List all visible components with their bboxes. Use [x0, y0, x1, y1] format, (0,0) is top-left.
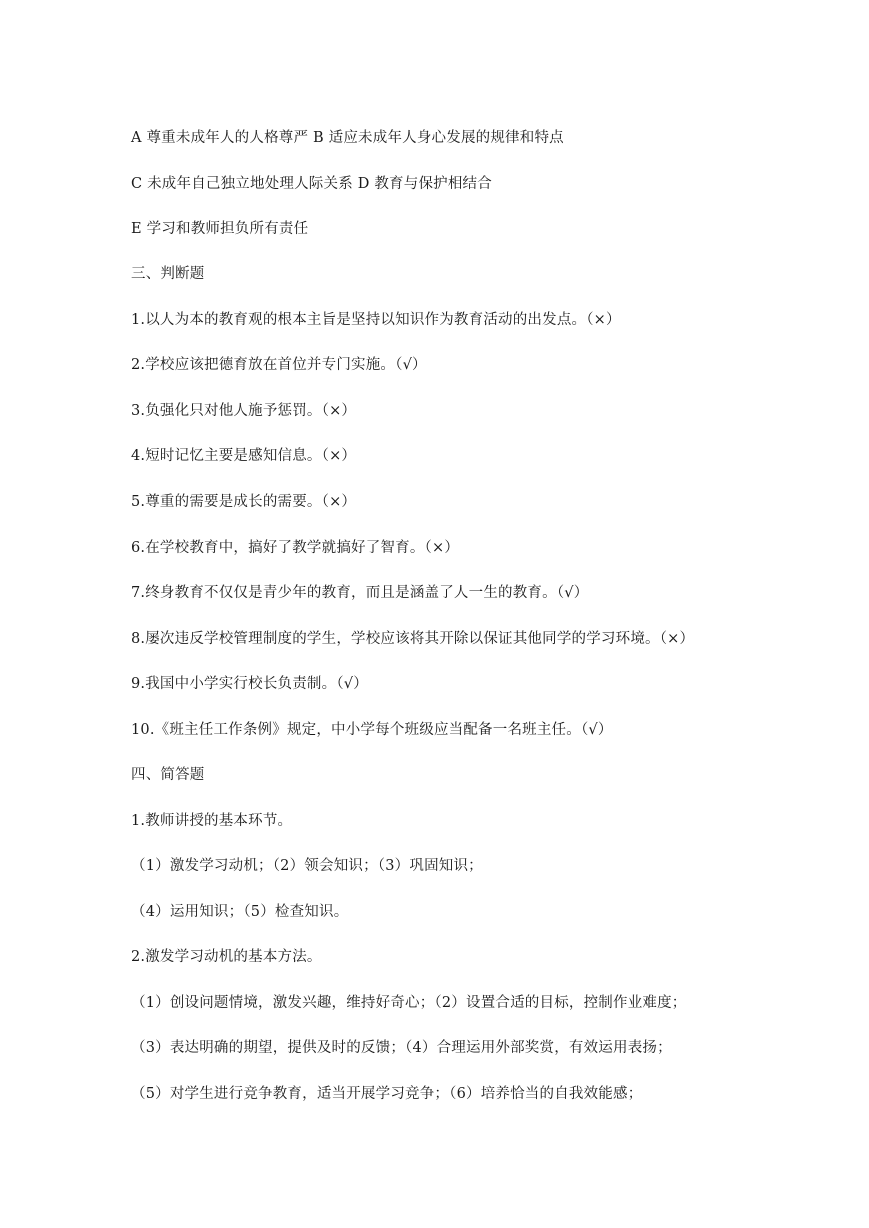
judgment-item-1: 1.以人为本的教育观的根本主旨是坚持以知识作为教育活动的出发点。（×） — [131, 312, 621, 328]
judgment-item-9: 9.我国中小学实行校长负责制。（√） — [131, 676, 368, 692]
section-heading-judgment: 三、判断题 — [131, 266, 205, 282]
answer-1-line-2: （4）运用知识；（5）检查知识。 — [131, 904, 349, 920]
question-1: 1.教师讲授的基本环节。 — [131, 813, 293, 829]
section-heading-short-answer: 四、简答题 — [131, 767, 205, 783]
option-line-e: E 学习和教师担负所有责任 — [131, 221, 309, 237]
answer-1-line-1: （1）激发学习动机；（2）领会知识；（3）巩固知识； — [131, 858, 483, 874]
judgment-item-7: 7.终身教育不仅仅是青少年的教育，而且是涵盖了人一生的教育。（√） — [131, 585, 589, 601]
question-2: 2.激发学习动机的基本方法。 — [131, 949, 322, 965]
judgment-item-4: 4.短时记忆主要是感知信息。（×） — [131, 448, 357, 464]
judgment-item-2: 2.学校应该把德育放在首位并专门实施。（√） — [131, 357, 427, 373]
judgment-item-3: 3.负强化只对他人施予惩罚。（×） — [131, 403, 357, 419]
answer-2-line-3: （5）对学生进行竞争教育，适当开展学习竞争；（6）培养恰当的自我效能感； — [131, 1086, 643, 1102]
answer-2-line-1: （1）创设问题情境，激发兴趣，维持好奇心；（2）设置合适的目标，控制作业难度； — [131, 995, 687, 1011]
judgment-item-8: 8.屡次违反学校管理制度的学生，学校应该将其开除以保证其他同学的学习环境。（×） — [131, 631, 695, 647]
answer-2-line-2: （3）表达明确的期望，提供及时的反馈；（4）合理运用外部奖赏，有效运用表扬； — [131, 1040, 672, 1056]
option-line-cd: C 未成年自己独立地处理人际关系 D 教育与保护相结合 — [131, 176, 492, 192]
judgment-item-5: 5.尊重的需要是成长的需要。（×） — [131, 494, 357, 510]
judgment-item-10: 10.《班主任工作条例》规定，中小学每个班级应当配备一名班主任。（√） — [131, 722, 613, 738]
judgment-item-6: 6.在学校教育中，搞好了教学就搞好了智育。（×） — [131, 540, 460, 556]
option-line-ab: A 尊重未成年人的人格尊严 B 适应未成年人身心发展的规律和特点 — [131, 130, 564, 146]
